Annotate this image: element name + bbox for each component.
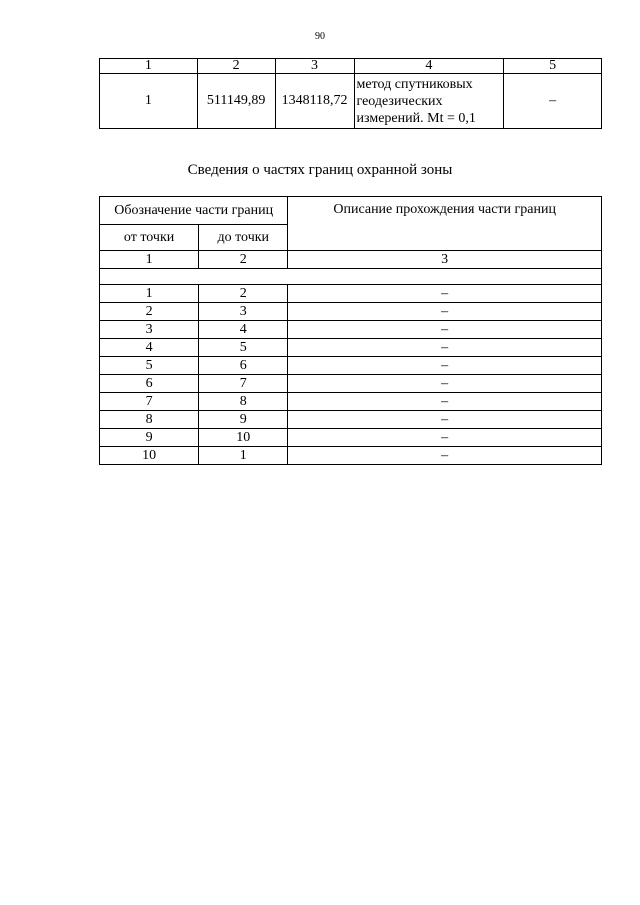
table-row [100, 285, 602, 303]
description: – [288, 285, 602, 303]
from-point: 10 [100, 447, 199, 465]
header-to-point: до точки [199, 225, 288, 251]
coordinate-x: 511149,89 [197, 74, 275, 129]
table-row [100, 339, 602, 357]
header-boundary-part: Обозначение части границ [100, 197, 288, 225]
column-number: 3 [288, 251, 602, 269]
column-number: 4 [354, 59, 504, 74]
from-point: 6 [100, 375, 199, 393]
empty-cell [100, 269, 602, 285]
description: – [288, 393, 602, 411]
description: – [288, 321, 602, 339]
from-point: 1 [100, 285, 199, 303]
from-point: 2 [100, 303, 199, 321]
description: – [288, 357, 602, 375]
to-point: 7 [199, 375, 288, 393]
column-numbers-row [100, 251, 602, 269]
to-point: 8 [199, 393, 288, 411]
table-row [100, 447, 602, 465]
column-number: 3 [275, 59, 354, 74]
point-number: 1 [100, 74, 198, 129]
to-point: 5 [199, 339, 288, 357]
table-row [100, 321, 602, 339]
description: – [288, 339, 602, 357]
header-from-point: от точки [100, 225, 199, 251]
page-number: 90 [315, 31, 325, 42]
to-point: 3 [199, 303, 288, 321]
table-row [100, 411, 602, 429]
empty-row [100, 269, 602, 285]
description: – [288, 447, 602, 465]
table-row [100, 303, 602, 321]
extra-value: – [504, 74, 602, 129]
from-point: 9 [100, 429, 199, 447]
coordinates-table [99, 58, 602, 129]
to-point: 9 [199, 411, 288, 429]
from-point: 5 [100, 357, 199, 375]
column-number: 1 [100, 251, 199, 269]
from-point: 3 [100, 321, 199, 339]
table-row [100, 393, 602, 411]
table-row [100, 375, 602, 393]
coordinate-y: 1348118,72 [275, 74, 354, 129]
method-description: метод спутниковых геодезических измерений. Mt = 0,1 [354, 74, 504, 129]
table-header-row [100, 59, 602, 74]
to-point: 6 [199, 357, 288, 375]
to-point: 2 [199, 285, 288, 303]
description: – [288, 303, 602, 321]
table-header-row [100, 197, 602, 225]
column-number: 5 [504, 59, 602, 74]
table-row [100, 429, 602, 447]
to-point: 1 [199, 447, 288, 465]
to-point: 10 [199, 429, 288, 447]
from-point: 8 [100, 411, 199, 429]
description: – [288, 429, 602, 447]
description: – [288, 375, 602, 393]
from-point: 4 [100, 339, 199, 357]
table-row [100, 74, 602, 129]
header-description: Описание прохождения части границ [288, 197, 602, 251]
boundary-parts-table [99, 196, 602, 465]
section-title: Сведения о частях границ охранной зоны [187, 162, 453, 178]
table-row [100, 357, 602, 375]
column-number: 2 [197, 59, 275, 74]
column-number: 1 [100, 59, 198, 74]
to-point: 4 [199, 321, 288, 339]
from-point: 7 [100, 393, 199, 411]
description: – [288, 411, 602, 429]
column-number: 2 [199, 251, 288, 269]
